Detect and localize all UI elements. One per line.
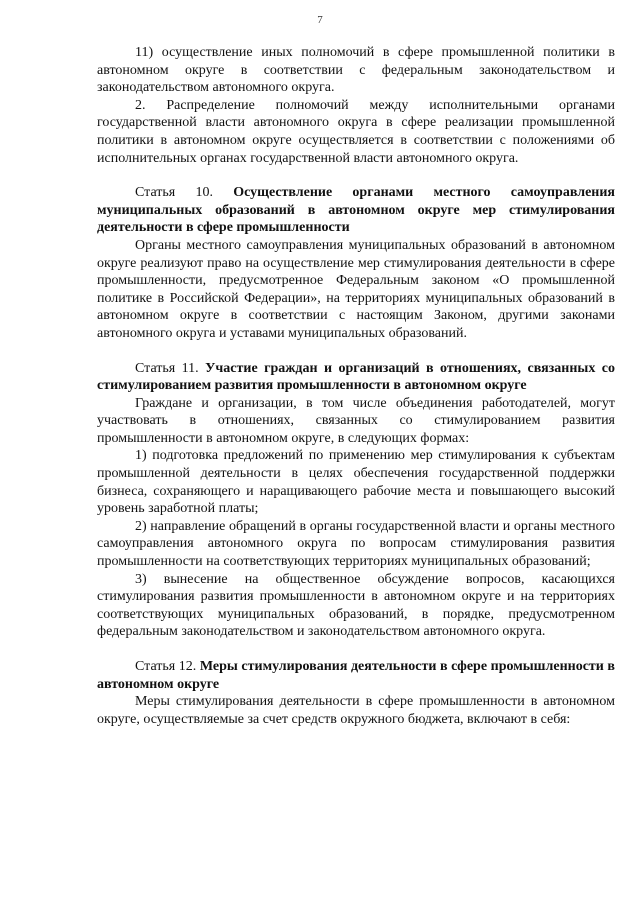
article-11-title: Участие граждан и организаций в отношениях, связанных со стимулированием развития промышленности в автономном округе bbox=[97, 360, 616, 394]
page-number: 7 bbox=[317, 14, 323, 26]
article-11-label: Статья 11. bbox=[135, 360, 199, 376]
article-12-heading bbox=[97, 658, 615, 693]
article-10-title: Осуществление органами местного самоуправления муниципальных образований в автономном округе мер стимулирования деятельности в сфере промышленности bbox=[97, 185, 615, 236]
article-10-label: Статья 10. bbox=[135, 185, 213, 201]
article-12-title: Меры стимулирования деятельности в сфере промышленности в автономном округе bbox=[97, 659, 615, 692]
paragraph-item-11: 11) осуществление иных полномочий в сфере промышленной политики в автономном округе в соответствии с федеральным законодательством и законодательством автономного округа. bbox=[97, 45, 615, 96]
document-body bbox=[97, 44, 615, 728]
article-10-heading bbox=[97, 184, 615, 237]
article-11-item-3: 3) вынесение на общественное обсуждение вопросов, касающихся стимулирования развития промышленности в автономном округе и на территориях соответствующих муниципальных образований, в порядке, предусмотренном федеральным законодательством и законодательством автономного округа. bbox=[97, 571, 615, 640]
article-11-heading bbox=[97, 360, 615, 395]
article-11-intro: Граждане и организации, в том числе объединения работодателей, могут участвовать в отношениях, связанных со стимулированием развития промышленности в автономном округе, в следующих формах: bbox=[97, 395, 615, 446]
article-11-item-1: 1) подготовка предложений по применению мер стимулирования к субъектам промышленной деятельности в целях обеспечения государственной поддержки бизнеса, сохраняющего и наращивающего рабочие места и повышающего высокий уровень заработной платы; bbox=[97, 448, 615, 517]
paragraph-item-2: 2. Распределение полномочий между исполнительными органами государственной власти автономного округа в сфере реализации промышленной политики в автономном округе осуществляется в соответствии с положениями об исполнительных органах государственной власти автономного округа. bbox=[97, 97, 615, 166]
article-12-label: Статья 12. bbox=[135, 659, 197, 674]
article-12-text: Меры стимулирования деятельности в сфере промышленности в автономном округе, осуществляемые за счет средств окружного бюджета, включают в себя: bbox=[97, 694, 615, 727]
article-10-text: Органы местного самоуправления муниципальных образований в автономном округе реализуют право на осуществление мер стимулирования деятельности в сфере промышленности, предусмотренное Федеральным законом «О промышленной политике в Российской Федерации», на территориях муниципальных образований в автономном округе в соответствии с настоящим Законом, другими законами автономного округа и уставами муниципальных образований. bbox=[97, 237, 615, 341]
article-11-item-2: 2) направление обращений в органы государственной власти и органы местного самоуправления автономного округа по вопросам стимулирования развития промышленности на соответствующих территориях муниципальных образований; bbox=[97, 518, 615, 570]
